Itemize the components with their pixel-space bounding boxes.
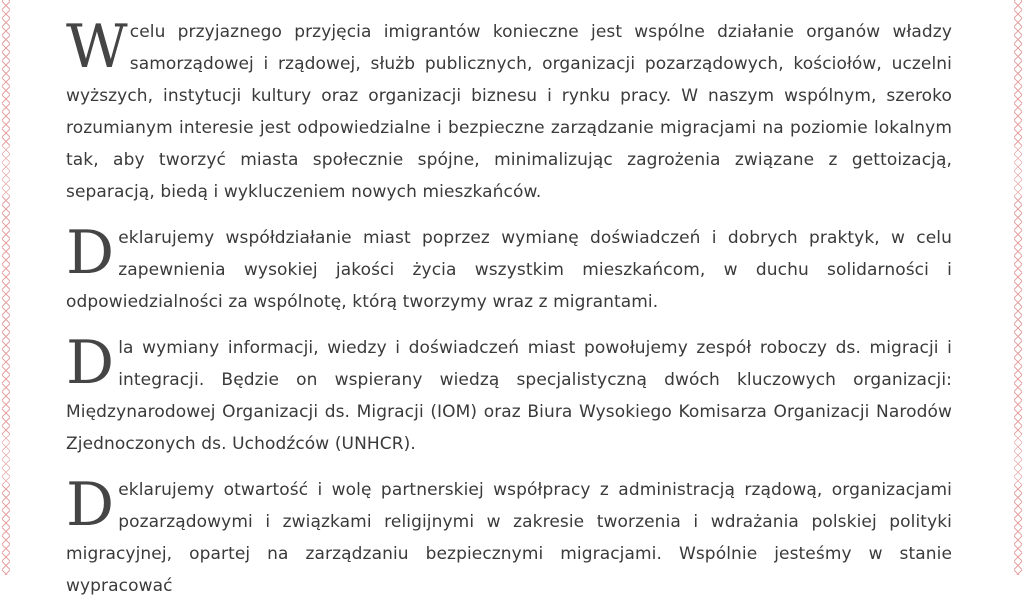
paragraph-1 [66,12,952,208]
decorative-border-right [1014,0,1022,575]
decorative-border-left [2,0,10,575]
paragraph-2 [66,218,952,318]
drop-cap: D [66,328,115,398]
paragraph-text: la wymiany informacji, wiedzy i doświadczeń miast powołujemy zespół roboczy ds. migracji i integracji. Będzie on wspierany wiedzą specjalistyczną dwóch kluczowych organizacji: Międzynarodowej Organizacji ds. Migracji (IOM) oraz Biura Wysokiego Komisarza Organizacji Narodów Zjednoczonych ds. Uchodźców (UNHCR). [66,338,952,454]
paragraph-text: celu przyjaznego przyjęcia imigrantów konieczne jest wspólne działanie organów władzy samorządowej i rządowej, służb publicznych, organizacji pozarządowych, kościołów, uczelni wyższych, instytucji kultury oraz organizacji biznesu i rynku pracy. W naszym wspólnym, szeroko rozumianym interesie jest odpowiedzialne i bezpieczne zarządzanie migracjami na poziomie lokalnym tak, aby tworzyć miasta społecznie spójne, minimalizując zagrożenia związane z gettoizacją, separacją, biedą i wykluczeniem nowych mieszkańców. [66,22,952,202]
document-body [66,12,952,616]
paragraph-text: eklarujemy współdziałanie miast poprzez wymianę doświadczeń i dobrych praktyk, w celu zapewnienia wysokiej jakości życia wszystkim mieszkańcom, w duchu solidarności i odpowiedzialności za wspólnotę, którą tworzymy wraz z migrantami. [66,228,952,312]
drop-cap: W [66,12,128,82]
drop-cap: D [66,218,115,288]
paragraph-4 [66,470,952,602]
paragraph-text: eklarujemy otwartość i wolę partnerskiej współpracy z administracją rządową, organizacjami pozarządowymi i związkami religijnymi w zakresie tworzenia i wdrażania polskiej polityki migracyjnej, opartej na zarządzaniu bezpiecznymi migracjami. Wspólnie jesteśmy w stanie wypracować [66,480,952,596]
drop-cap: D [66,470,115,540]
paragraph-3 [66,328,952,460]
